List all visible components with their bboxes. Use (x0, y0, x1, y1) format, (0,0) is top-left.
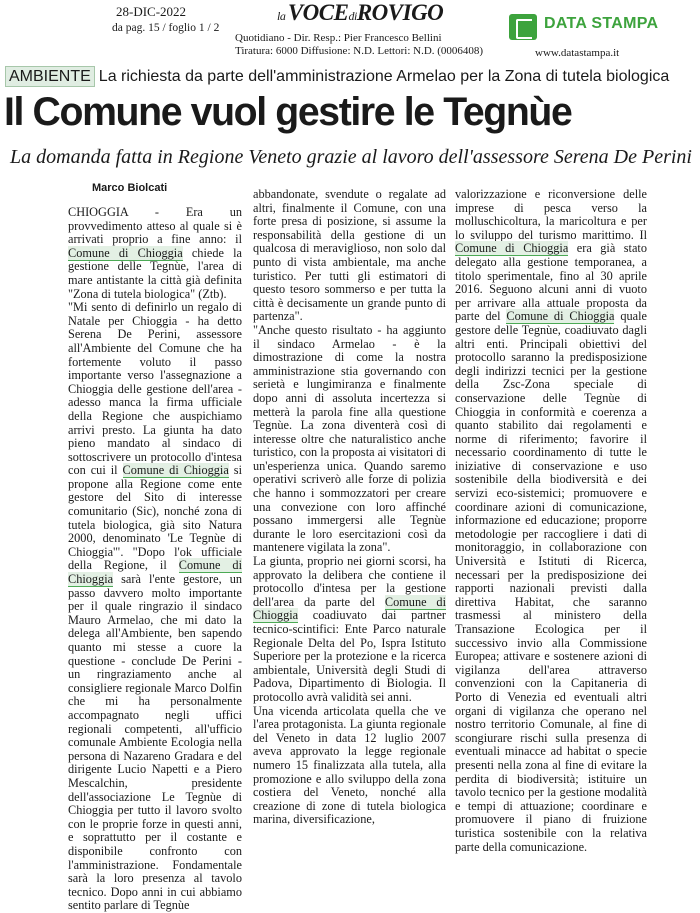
masthead (0, 0, 700, 66)
meta-line-1: Quotidiano - Dir. Resp.: Pier Francesco Bellini (235, 32, 442, 44)
paragraph: CHIOGGIA - Era un provvedimento atteso al quale si è arrivati proprio a fine anno: il Comune di Chioggia chiede la gestione delle Tegnùe, l'area di mare antistante la città già definita "Zona di tutela biologica" (Ztb). (68, 205, 242, 301)
highlight-term: Comune di Chioggia (122, 463, 229, 478)
subtitle: La domanda fatta in Regione Veneto grazie al lavoro dell'assessore Serena De Perini (10, 146, 692, 168)
highlight-term: Comune di Chioggia (68, 245, 183, 260)
newspaper-title (277, 0, 443, 26)
topic-badge: AMBIENTE (5, 66, 95, 87)
highlight-term: Comune di Chioggia (253, 594, 446, 623)
headline: Il Comune vuol gestire le Tegnùe (4, 90, 572, 134)
paragraph: valorizzazione e riconversione delle imprese di pesca verso la molluschicoltura, la maricoltura e per lo sviluppo del turismo marittimo. Il Comune di Chioggia era già stato delegato alla gestione temporanea, a titolo sperimentale, fino al 30 aprile 2016. Seguono alcuni anni di vuoto per arrivare alla attuale proposta da parte del Comune di Chioggia quale gestore delle Tegnùe, coadiuvato dagli altri enti. Principali obiettivi del protocollo saranno la predisposizione degli indirizzi tecnici per la gestione della Zsc-Zona speciale di conservazione delle Tegnùe di Chioggia in conformità e coerenza a quanto stabilito dai regolamenti e norme di riferimento; favorire il necessario coordinamento di tutte le iniziative di conservazione e uso sostenibile della biodiversità e dei servizi eco-sistemici; promuovere e coordinare azioni di comunicazione, informazione ed educazione; proporre metodologie per raccogliere i dati di monitoraggio, in collaborazione con Università e Istituti di Ricerca, necessari per la predisposizione dei rapporti nazionali previsti dalla direttiva Habitat, che saranno trasmessi al ministero della Transazione Ecologica per il successivo invio alla Commissione Europea; attivare e sostenere azioni di vigilanza dell'area attraverso convenzioni con la Capitaneria di Porto di Venezia ed eventuali altri organi di vigilanza che operano nel nostro territorio Comunale, al fine di scongiurare rischi sulla presenza di eventuali minacce ad habitat o specie presenti nella zona al fine di evitare la perdita di biodiversità; istituire un tavolo tecnico per la gestione modalità e tempi di attuazione; coordinare e promuovere il piano di fruizione turistica sostenibile con la relativa parte della comunicazione. (455, 187, 647, 854)
paragraph: La giunta, proprio nei giorni scorsi, ha approvato la delibera che contiene il protocollo d'intesa per la gestione dell'area da parte del Comune di Chioggia coadiuvato dai partner tecnico-scintifici: Ente Parco naturale Regionale Delta del Po, Ispra Istituto Superiore per la protezione e la ricerca ambientale, Università degli Studi di Padova, Dipartimento di Biologia. Il protocollo avrà validità sei anni. (253, 554, 446, 704)
topic-row (5, 66, 697, 88)
meta-line-2: Tiratura: 6000 Diffusione: N.D. Lettori: N.D. (0006408) (235, 44, 484, 57)
newspaper-title-prefix: la (277, 9, 288, 23)
agency-url: www.datastampa.it (535, 47, 620, 59)
publication-meta (235, 32, 483, 57)
kicker: La richiesta da parte dell'amministrazione Armelao per la Zona di tutela biologica (98, 68, 670, 85)
newspaper-title-di: di (348, 9, 357, 23)
author-byline: Marco Biolcati (92, 182, 168, 194)
paragraph: "Mi sento di definirlo un regalo di Natale per Chioggia - ha detto Serena De Perini, assessore all'Ambiente del Comune che ha fortemente voluto il passo importante verso l'assegnazione a Chioggia delle gestione dell'area - adesso manca la firma ufficiale della Regione che auspichiamo arrivi presto. La giunta ha dato pieno mandato al sindaco di sottoscrivere un protocollo d'intesa con cui il Comune di Chioggia si propone alla Regione come ente gestore del Sito di interesse comunitario (Sic), nonché zona di tutela biologica, già sito Natura 2000, denominato 'Le Tegnùe di Chioggia'". "Dopo l'ok ufficiale della Regione, il Comune di Chioggia sarà l'ente gestore, un passo davvero molto importante per il quale ringrazio il sindaco Mauro Armelao, che mi dato la delega all'Ambiente, ben sapendo quanto mi stesse a cuore la questione - conclude De Perini - un ringraziamento anche al consigliere regionale Marco Dolfin che mi ha personalmente accompagnato negli uffici regionali competenti, all'ufficio comunale Ambiente Ecologia nella persona di Nazareno Gradara e del dirigente Lucio Napetti e a Piero Mescalchin, presidente dell'associazione Le Tegnùe di Chioggia per tutto il lavoro svolto con le proprie forze in questi anni, e soprattutto per il costante e disponibile confronto con l'amministrazione. Fondamentale sarà la loro presenza al tavolo tecnico. Dopo anni in cui abbiamo sentito parlare di Tegnùe (68, 300, 242, 913)
article-column-3 (455, 188, 647, 854)
paragraph: abbandonate, svendute o regalate ad altri, finalmente il Comune, con una forte presa di posizione, si assume la responsabilità della gestione di un qualcosa di meraviglioso, non solo dal punto di vista ambientale, ma anche turistico. Per tutti gli estimatori di questo tesoro sommerso e per tutta la città è decisamente un grande punto di partenza". (253, 187, 446, 324)
article-column-2 (253, 188, 446, 827)
paragraph: Una vicenda articolata quella che ve l'area protagonista. La giunta regionale del Veneto in data 12 luglio 2007 aveva approvato la legge regionale numero 15 finalizzata alla tutela, alla promozione e allo sviluppo della zona costiera del Veneto, nonché alla creazione di zone di tutela biologica marina, diversificazione, (253, 703, 446, 827)
highlight-term: Comune di Chioggia (455, 241, 569, 256)
newspaper-title-main: VOCE (287, 0, 349, 25)
page-info: da pag. 15 / foglio 1 / 2 (112, 22, 220, 34)
agency-name: DATA STAMPA (544, 15, 659, 32)
highlight-term: Comune di Chioggia (506, 309, 615, 324)
highlight-term: Comune di Chioggia (68, 558, 242, 587)
paragraph: "Anche questo risultato - ha aggiunto il sindaco Armelao - è la dimostrazione di come la nostra amministrazione stia governando con serietà e lungimiranza e finalmente dopo anni di assoluta incertezza si metterà la parola fine alla questione Tegnùe. La zona diventerà così di interesse oltre che naturalistico anche turistico, con la proposta ai visitatori di un'esperienza unica. Quando saremo operativi scriverò alle forze di polizia che hanno i sommozzatori per creare una convezione con loro affinché possano immergersi alle Tegnùe durante le loro esercitazioni così da mantenere vigilata la zona". (253, 322, 446, 555)
publication-date: 28-DIC-2022 (116, 4, 187, 19)
article-column-1 (68, 206, 242, 913)
datastampa-logo-icon (509, 14, 537, 40)
newspaper-title-city: ROVIGO (356, 0, 444, 25)
